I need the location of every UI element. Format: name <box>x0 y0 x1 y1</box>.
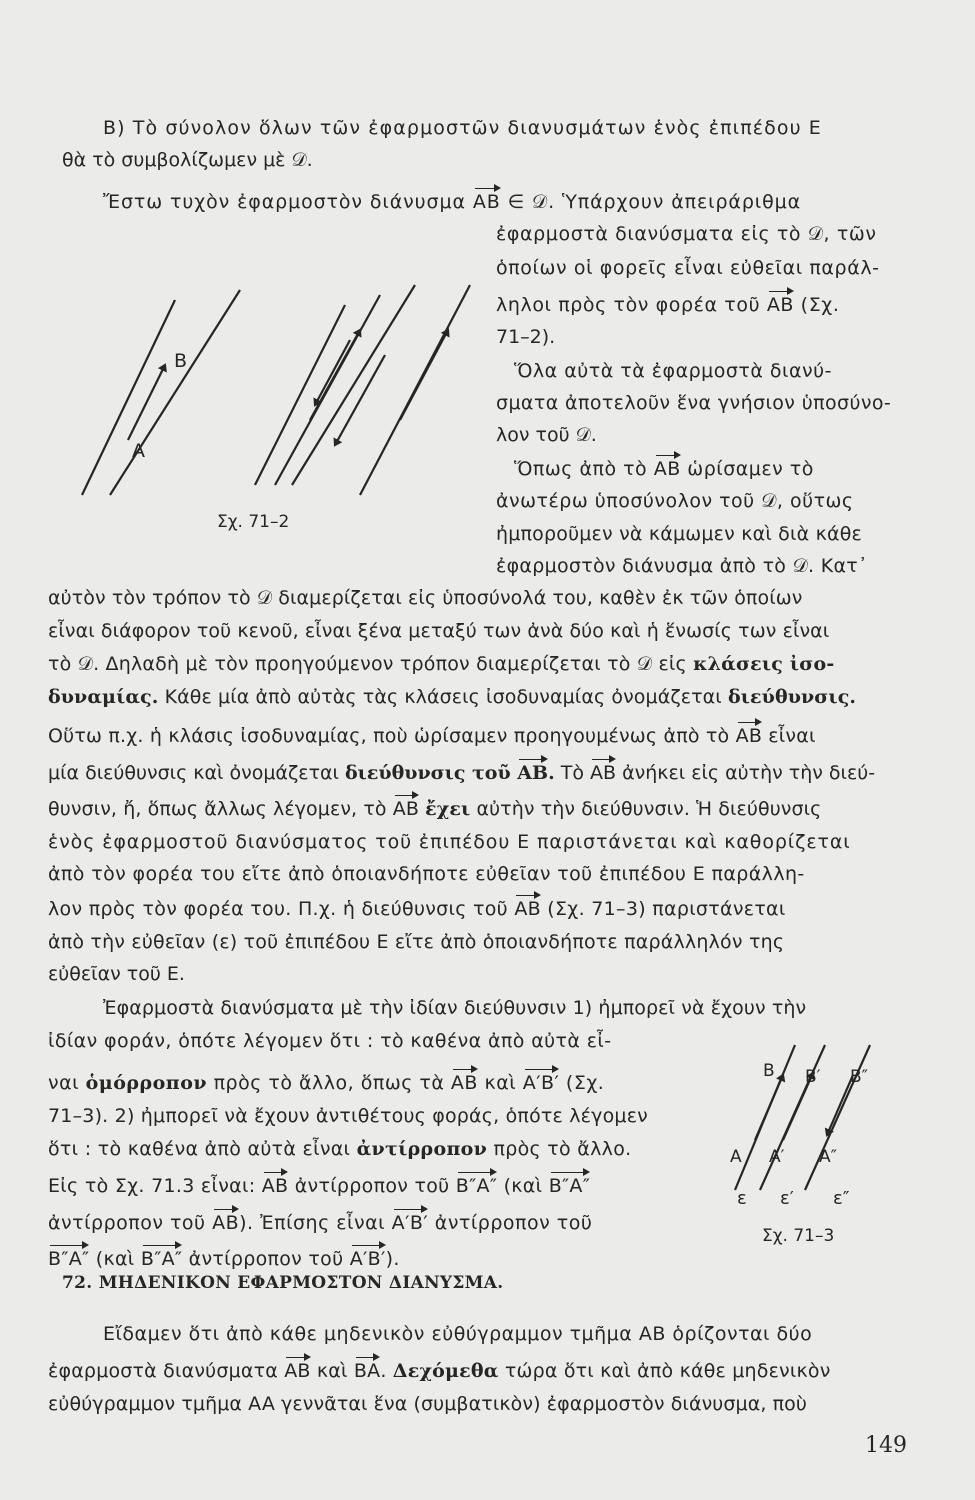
vector-notation: AB <box>654 453 681 485</box>
text-run: ). <box>385 1248 400 1270</box>
parallel-line <box>255 305 345 485</box>
vector-notation: A′B′ <box>392 1207 429 1239</box>
vector-notation: A′B′ <box>523 1067 560 1099</box>
text-line <box>103 992 806 1024</box>
text-run: εἶναι <box>762 725 816 747</box>
text-run: Ὅλα αὐτὰ τὰ ἐφαρμοστὰ διανύ- <box>514 360 832 382</box>
vector-notation: AB <box>517 757 548 789</box>
text-run: ἑνὸς ἐφαρμοστοῦ διανύσματος τοῦ ἐπιπέδου Ε παριστάνεται καὶ καθορίζεται <box>48 831 851 853</box>
text-run: θυνσιν, ἤ, ὅπως ἄλλως λέγομεν, τὸ <box>48 798 393 820</box>
text-run: αὐτὴν τὴν διεύθυνσιν. Ἡ διεύθυνσις <box>470 798 822 820</box>
point-a-label: A <box>730 1147 742 1167</box>
text-run: Κάθε μία ἀπὸ αὐτὰς τὰς κλάσεις ἰσοδυναμίας ὀνομάζεται <box>158 686 728 708</box>
text-run: ). Ἐπίσης εἶναι <box>239 1212 392 1234</box>
text-run: Ἐφαρμοστὰ διανύσματα μὲ τὴν ἰδίαν διεύθυνσιν 1) ἠμπορεῖ νὰ ἔχουν τὴν <box>103 997 807 1019</box>
text-line <box>514 453 814 485</box>
bold-term: διεύθυνσις τοῦ <box>345 762 518 784</box>
text-run: καὶ <box>310 1360 354 1382</box>
vector-notation: AB <box>262 1170 289 1202</box>
text-run: ὡρίσαμεν τὸ <box>680 458 814 480</box>
vector-notation: B″A″ <box>48 1243 89 1275</box>
text-run: καὶ <box>477 1072 523 1094</box>
bold-term: δυναμίας. <box>48 686 159 708</box>
text-line <box>48 826 851 858</box>
text-run: ἀνήκει εἰς αὐτὴν τὴν διεύ- <box>616 762 876 784</box>
text-line <box>48 648 834 680</box>
text-run: (καὶ <box>89 1248 141 1270</box>
text-run: ἀντίρροπον τοῦ <box>182 1248 350 1270</box>
text-run: ὅτι : τὸ καθένα ἀπὸ αὐτὰ εἶναι <box>48 1138 357 1160</box>
text-line <box>103 112 822 144</box>
text-run: 71–2). <box>496 326 556 348</box>
vector-notation: BA <box>354 1355 380 1387</box>
text-run: ναι <box>48 1072 86 1094</box>
text-run: ὁποίων οἱ φορεῖς εἶναι εὐθεῖαι παράλ- <box>496 257 880 279</box>
point-b-label: B <box>763 1061 775 1081</box>
text-run: . <box>380 1360 393 1382</box>
text-run: Τὸ <box>554 762 591 784</box>
vector-ab-arrow <box>755 1075 783 1140</box>
text-run: τώρα ὅτι καὶ ἀπὸ κάθε μηδενικὸν <box>498 1360 831 1382</box>
vector-notation: AB <box>590 757 616 789</box>
figure-71-2 <box>60 270 480 530</box>
section-heading: 72. ΜΗΔΕΝΙΚΟΝ ΕΦΑΡΜΟΣΤΟΝ ΔΙΑΝΥΣΜΑ. <box>62 1273 504 1293</box>
text-run: ∈ 𝒟. Ὑπάρχουν ἀπειράριθμα <box>500 191 802 213</box>
line-e-label: ε <box>737 1188 747 1209</box>
text-run: πρὸς τὸ ἄλλο. <box>487 1138 632 1160</box>
text-run: εὐθύγραμμον τμῆμα AA γεννᾶται ἕνα (συμβατικὸν) ἐφαρμοστὸν διάνυσμα, ποὺ <box>48 1393 807 1415</box>
vector-arrow-up <box>310 330 360 420</box>
text-line <box>496 485 854 517</box>
text-line <box>48 893 786 925</box>
text-line <box>48 720 816 752</box>
text-run: ἐφαρμοστὰ διανύσματα εἰς τὸ 𝒟, τῶν <box>496 223 877 245</box>
bold-term: διεύθυνσις. <box>727 686 857 708</box>
text-line <box>48 1388 807 1420</box>
text-run: Ὅπως ἀπὸ τὸ <box>514 458 654 480</box>
text-line <box>48 858 805 890</box>
text-run: λον τοῦ 𝒟. <box>496 424 597 446</box>
text-run: ἐφαρμοστὸν διάνυσμα ἀπὸ τὸ 𝒟. Κατ᾽ <box>496 555 868 577</box>
vector-arrow-up <box>400 330 448 420</box>
text-run: ἐφαρμοστὰ διανύσματα <box>48 1360 285 1382</box>
text-line <box>496 289 840 321</box>
text-run: εἶναι διάφορον τοῦ κενοῦ, εἶναι ξένα μεταξύ των ἀνὰ δύο καὶ ἡ ἕνωσίς των εἶναι <box>48 620 830 642</box>
text-run: Οὕτω π.χ. ἡ κλάσις ἰσοδυναμίας, ποὺ ὡρίσαμεν προηγουμένως ἀπὸ τὸ <box>48 725 736 747</box>
text-line <box>48 1025 612 1057</box>
vector-notation: AB <box>451 1067 478 1099</box>
text-line <box>62 144 313 176</box>
text-run: ἠμποροῦμεν νὰ κάμωμεν καὶ διὰ κάθε <box>496 523 863 545</box>
text-run: σματα ἀποτελοῦν ἕνα γνήσιον ὑποσύνο- <box>496 392 892 414</box>
text-line <box>496 550 868 582</box>
vector-ab-line <box>110 290 240 495</box>
text-run: (Σχ. 71–3) παριστάνεται <box>540 898 786 920</box>
point-b1-label: B′ <box>805 1067 821 1087</box>
parallel-line <box>292 285 415 485</box>
text-line <box>496 419 597 451</box>
text-line <box>48 1355 831 1387</box>
text-line <box>496 387 891 419</box>
text-run: (Σχ. <box>794 294 840 316</box>
line-e2-label: ε″ <box>833 1188 850 1209</box>
text-line <box>48 757 875 789</box>
text-run: ἰδίαν φοράν, ὁπότε λέγομεν ὅτι : τὸ καθένα ἀπὸ αὐτὰ εἶ- <box>48 1030 612 1052</box>
text-run: ἀντίρροπον τοῦ <box>288 1175 456 1197</box>
text-line <box>48 926 784 958</box>
text-run: ἀντίρροπον τοῦ <box>48 1212 213 1234</box>
text-line <box>48 1243 400 1275</box>
figure-71-2-caption: Σχ. 71–2 <box>217 512 290 532</box>
text-line <box>48 958 185 990</box>
text-line <box>496 218 877 250</box>
text-run: B) Τὸ σύνολον ὅλων τῶν ἐφαρμοστῶν διανυσμάτων ἑνὸς ἐπιπέδου Ε <box>103 117 822 139</box>
vector-notation: AB <box>514 893 541 925</box>
figure-71-3-caption: Σχ. 71–3 <box>762 1226 835 1246</box>
vector-notation: AB <box>473 186 501 218</box>
text-run: αὐτὸν τὸν τρόπον τὸ 𝒟 διαμερίζεται εἰς ὑποσύνολά του, καθὲν ἐκ τῶν ὁποίων <box>48 587 803 609</box>
text-line <box>48 1207 592 1239</box>
vector-arrow-down <box>315 340 350 405</box>
vector-notation: AB <box>393 793 419 825</box>
text-run: εὐθεῖαν τοῦ Ε. <box>48 963 185 985</box>
bold-term: . <box>548 762 555 784</box>
vector-notation: B″A″ <box>141 1243 182 1275</box>
point-a1-label: A′ <box>769 1147 785 1167</box>
bold-term: κλάσεις ἰσο- <box>693 653 835 675</box>
text-line <box>496 252 880 284</box>
text-line <box>48 615 829 647</box>
text-run: Ἔστω τυχὸν ἐφαρμοστὸν διάνυσμα <box>103 191 473 213</box>
text-line <box>103 1318 812 1350</box>
text-run: λον πρὸς τὸν φορέα του. Π.χ. ἡ διεύθυνσις τοῦ <box>48 898 515 920</box>
text-line <box>514 355 832 387</box>
text-run: ληλοι πρὸς τὸν φορέα τοῦ <box>496 294 767 316</box>
text-line <box>48 582 802 614</box>
line-e1-label: ε′ <box>780 1188 794 1209</box>
vector-notation: B″A″ <box>549 1170 590 1202</box>
text-run: 71–3). 2) ἠμπορεῖ νὰ ἔχουν ἀντιθέτους φοράς, ὁπότε λέγομεν <box>48 1105 648 1127</box>
text-run: (Σχ. <box>559 1072 605 1094</box>
text-run: (καὶ <box>497 1175 549 1197</box>
vector-notation: A′B′ <box>350 1243 386 1275</box>
text-run: μία διεύθυνσις καὶ ὀνομάζεται <box>48 762 345 784</box>
vector-notation: AB <box>767 289 794 321</box>
text-run: ἀπὸ τὸν φορέα του εἴτε ἀπὸ ὁποιανδήποτε εὐθεῖαν τοῦ ἐπιπέδου Ε παράλλη- <box>48 863 805 885</box>
vector-notation: AB <box>736 720 762 752</box>
vector-notation: B″A″ <box>456 1170 497 1202</box>
text-run: ἀνωτέρω ὑποσύνολον τοῦ 𝒟, οὕτως <box>496 490 854 512</box>
text-run: ἀντίρροπον τοῦ <box>428 1212 593 1234</box>
bold-term: ὁμόρροπον <box>85 1072 208 1094</box>
text-run: ἀπὸ τὴν εὐθεῖαν (ε) τοῦ ἐπιπέδου Ε εἴτε ἀπὸ ὁποιανδήποτε παράλληλόν της <box>48 931 785 953</box>
text-run: τὸ 𝒟. Δηλαδὴ μὲ τὸν προηγούμενον τρόπον διαμερίζεται τὸ 𝒟 εἰς <box>48 653 694 675</box>
vector-arrow-down <box>335 355 385 445</box>
point-b2-label: B″ <box>850 1067 869 1087</box>
text-run: Εἴδαμεν ὅτι ἀπὸ κάθε μηδενικὸν εὐθύγραμμον τμῆμα AB ὁρίζονται δύο <box>103 1323 813 1345</box>
text-line <box>48 1067 604 1099</box>
vector-notation: AB <box>284 1355 310 1387</box>
text-line <box>48 793 821 825</box>
point-b-label: B <box>174 350 188 372</box>
text-line <box>496 321 555 353</box>
point-a2-label: A″ <box>819 1147 837 1167</box>
text-line <box>48 1100 648 1132</box>
text-line <box>48 1133 631 1165</box>
vector-notation: AB <box>212 1207 239 1239</box>
text-run: Εἰς τὸ Σχ. 71.3 εἶναι: <box>48 1175 262 1197</box>
vector-ab-arrow <box>128 365 165 440</box>
text-line <box>48 681 856 713</box>
text-line <box>48 1170 590 1202</box>
text-run: πρὸς τὸ ἄλλο, ὅπως τὰ <box>207 1072 451 1094</box>
bold-term: Δεχόμεθα <box>392 1360 499 1382</box>
text-line <box>496 518 862 550</box>
point-a-label: A <box>132 440 145 462</box>
page-number: 149 <box>865 1433 907 1458</box>
bold-term: ἔχει <box>425 798 471 820</box>
text-line <box>103 186 801 218</box>
figure-71-3 <box>725 1040 885 1210</box>
text-run: θὰ τὸ συμβολίζωμεν μὲ 𝒟. <box>62 149 313 171</box>
bold-term: ἀντίρροπον <box>356 1138 488 1160</box>
